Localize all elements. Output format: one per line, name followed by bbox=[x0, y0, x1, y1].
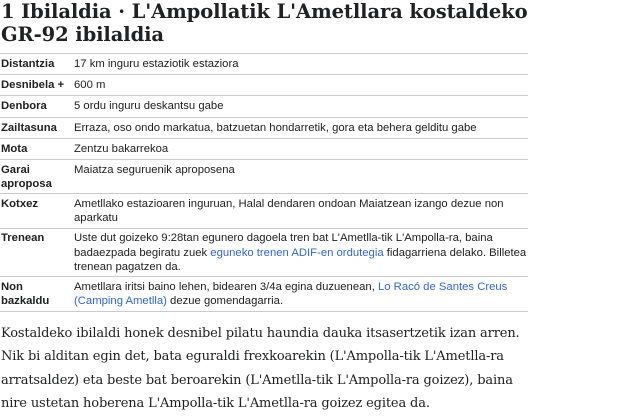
row-value-time: 5 ordu inguru deskantsu gabe bbox=[74, 100, 224, 113]
table-row bbox=[0, 54, 528, 75]
table-row bbox=[0, 277, 528, 311]
restaurant-link[interactable]: Lo Racó de Santes Creus (Camping Ametlla) bbox=[74, 280, 508, 308]
row-label-lunch: Non bazkaldu bbox=[1, 280, 50, 308]
table-row bbox=[0, 117, 528, 138]
row-label-time: Denbora bbox=[1, 100, 47, 113]
row-label-elevation: Desnibela + bbox=[1, 79, 65, 92]
route-info-table bbox=[0, 53, 528, 312]
lunch-text-before: Ametllara iritsi baino lehen, bidearen 3/4a egina duzuenean, bbox=[74, 280, 378, 293]
table-row bbox=[0, 228, 528, 277]
row-value-season: Maiatza seguruenik aproposena bbox=[74, 163, 235, 176]
train-text-after: fidagarriena delako. Billetea trenean pagatzen da. bbox=[74, 246, 527, 273]
row-label-car: Kotxez bbox=[1, 197, 39, 210]
section-heading: 1 Ibilaldia · L'Ampollatik L'Ametllara kostaldeko GR-92 ibilaldia bbox=[1, 0, 528, 46]
table-row bbox=[0, 75, 528, 96]
row-label-distance: Distantzia bbox=[1, 58, 55, 70]
row-label-season: Garai aproposa bbox=[1, 163, 52, 190]
lunch-text-after: dezue gomendagarria. bbox=[166, 295, 284, 308]
table-row bbox=[0, 160, 528, 194]
row-value-difficulty: Erraza, oso ondo markatua, batzuetan hondarretik, gora eta behera gelditu gabe bbox=[74, 121, 477, 134]
intro-paragraph: Kostaldeko ibilaldi honek desnibel pilatu haundia dauka itsasertzetik izan arren. Nik bi alditan egin det, bata eguraldi frexkoarekin (L'Ampolla-tik L'Ametlla-ra arratsaldez) eta beste bat beroarekin (L'Ametlla-tik L'Ampolla-ra goizez), baina nire ustetan hoberena L'Ampolla-tik L'Ametlla-ra goizez egitea da. bbox=[1, 325, 520, 412]
row-value-type: Zentzu bakarrekoa bbox=[74, 142, 169, 155]
table-row bbox=[0, 138, 528, 159]
row-label-train: Trenean bbox=[1, 232, 45, 245]
row-value-distance: 17 km inguru estaziotik estaziora bbox=[74, 58, 239, 70]
adif-timetable-link[interactable]: eguneko trenen ADIF-en ordutegia bbox=[210, 246, 384, 259]
row-value-lunch bbox=[74, 277, 528, 311]
table-row bbox=[0, 194, 528, 228]
row-label-type: Mota bbox=[1, 142, 28, 155]
row-value-train bbox=[74, 228, 528, 277]
row-value-elevation: 600 m bbox=[74, 79, 106, 92]
row-label-difficulty: Zailtasuna bbox=[1, 121, 57, 134]
table-row bbox=[0, 96, 528, 117]
train-text-before: Uste dut goizeko 9:28tan egunero dagoela tren bat L'Ametlla-tik L'Ampolla-ra, baina badaezpada begiratu zuek bbox=[74, 232, 493, 259]
row-value-car: Ametllako estazioaren inguruan, Halal dendaren ondoan Maiatzean izango dezue non aparkatu bbox=[74, 197, 504, 225]
